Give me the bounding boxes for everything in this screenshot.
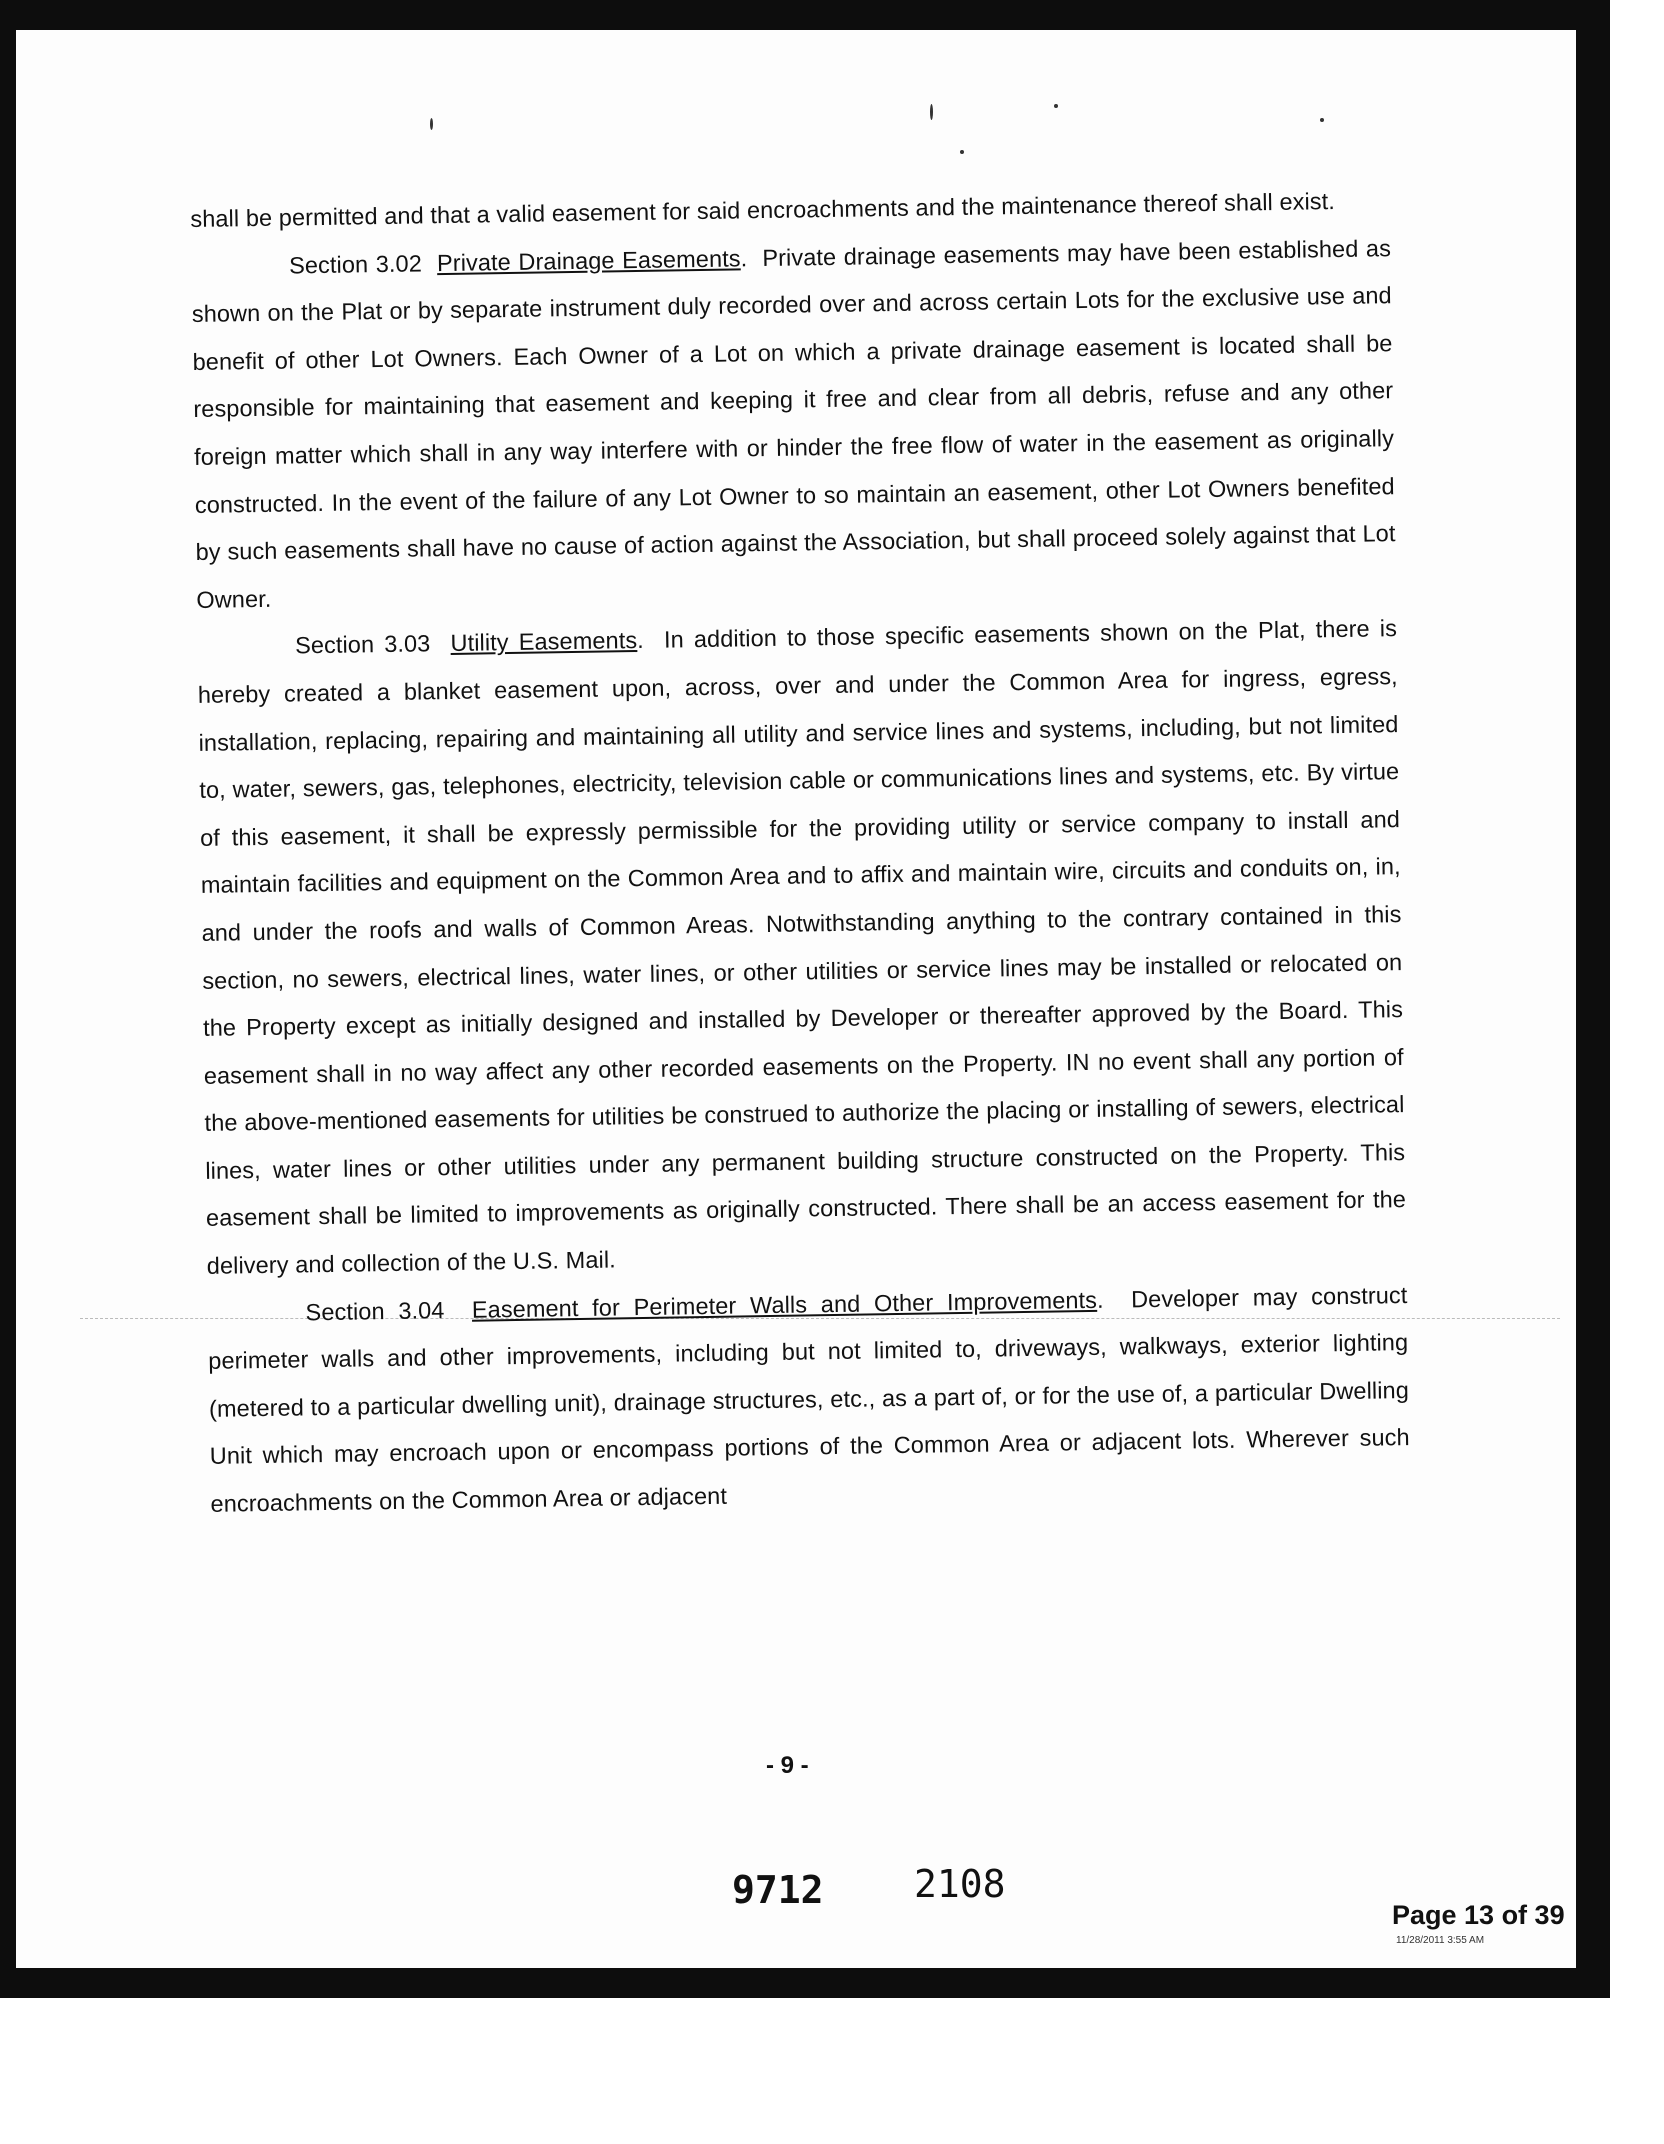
page-counter: Page 13 of 39 <box>1392 1900 1565 1930</box>
scan-speck <box>960 150 964 154</box>
page-number: - 9 - <box>766 1752 809 1779</box>
scan-speck <box>1054 104 1058 108</box>
scan-border-right <box>1576 0 1610 1998</box>
section-label: Section 3.04 <box>305 1296 445 1325</box>
section-heading: Private Drainage Easements <box>436 244 741 276</box>
section-label: Section 3.03 <box>294 630 431 659</box>
scan-border-top <box>0 0 1610 30</box>
scan-border-left <box>0 0 16 1998</box>
book-page: 2108 <box>914 1862 1006 1906</box>
scan-border-bottom <box>0 1968 1610 1998</box>
section-3-04: Section 3.04 Easement for Perimeter Walls and Other Improvements. Developer may construct perimeter walls and other improvements, including but not limited to, driveways, walkways, exterior lighting (metered to a particular dwelling unit), drainage structures, etc., as a part of, or for the use of, a particular Dwelling Unit which may encroach upon or encompass portions of the Common Area or adjacent lots. Wherever such encroachments on the Common Area or adjacent <box>208 1281 1410 1517</box>
section-text: In addition to those specific easements shown on the Plat, there is hereby created a blanket easement upon, across, over and under the Common Area for ingress, egress, installation, replacing, repairing and maintaining all utility and service lines and systems, including, but not limited to, water, sewers, gas, telephones, electricity, television cable or communications lines and systems, etc. By virtue of this easement, it shall be expressly permissible for the providing utility or service company to install and maintain facilities and equipment on the Common Area and to affix and maintain wire, circuits and conduits on, in, and under the roofs and walls of Common Areas. Notwithstanding anything to the contrary contained in this section, no sewers, electrical lines, water lines, or other utilities or service lines may be installed or relocated on the Property except as initially designed and installed by Developer or thereafter approved by the Board. This easement shall in no way affect any other recorded easements on the Property. IN no event shall any portion of the above-mentioned easements for utilities be construed to authorize the placing or installing of sewers, electrical lines, water lines or other utilities under any permanent building structure constructed on the Property. This easement shall be limited to improvements as originally constructed. There shall be an access easement for the delivery and collection of the U.S. Mail. <box>197 615 1407 1279</box>
scan-speck <box>430 118 433 130</box>
section-label: Section 3.02 <box>288 249 423 279</box>
section-3-03: Section 3.03 Utility Easements. In addition to those specific easements shown on the Plat, there is hereby created a blanket easement upon, across, over and under the Common Area for ingress, egress, installation, replacing, repairing and maintaining all utility and service lines and systems, including, but not limited to, water, sewers, gas, telephones, electricity, television cable or communications lines and systems, etc. By virtue of this easement, it shall be expressly permissible for the providing utility or service company to install and maintain facilities and equipment on the Common Area and to affix and maintain wire, circuits and conduits on, in, and under the roofs and walls of Common Areas. Notwithstanding anything to the contrary contained in this section, no sewers, electrical lines, water lines, or other utilities or service lines may be installed or relocated on the Property except as initially designed and installed by Developer or thereafter approved by the Board. This easement shall in no way affect any other recorded easements on the Property. IN no event shall any portion of the above-mentioned easements for utilities be construed to authorize the placing or installing of sewers, electrical lines, water lines or other utilities under any permanent building structure constructed on the Property. This easement shall be limited to improvements as originally constructed. There shall be an access easement for the delivery and collection of the U.S. Mail. <box>197 615 1407 1279</box>
scan-speck <box>1320 118 1324 122</box>
paragraph-text: shall be permitted and that a valid easement for said encroachments and the maintenance thereof shall exist. <box>190 188 1336 232</box>
section-text: Developer may construct perimeter walls and other improvements, including but not limited to, driveways, walkways, exterior lighting (metered to a particular dwelling unit), drainage structures, etc., as a part of, or for the use of, a particular Dwelling Unit which may encroach upon or encompass portions of the Common Area or adjacent lots. Wherever such encroachments on the Common Area or adjacent <box>208 1281 1410 1517</box>
section-3-02: Section 3.02 Private Drainage Easements. Private drainage easements may have been established as shown on the Plat or by separate instrument duly recorded over and across certain Lots for the exclusive use and benefit of other Lot Owners. Each Owner of a Lot on which a private drainage easement is located shall be responsible for maintaining that easement and keeping it free and clear from all debris, refuse and any other foreign matter which shall in any way interfere with or hinder the free flow of water in the easement as originally constructed. In the event of the failure of any Lot Owner to so maintain an easement, other Lot Owners benefited by such easements shall have no cause of action against the Association, but shall proceed solely against that Lot Owner. <box>191 234 1396 613</box>
section-text: Private drainage easements may have been established as shown on the Plat or by separate instrument duly recorded over and across certain Lots for the exclusive use and benefit of other Lot Owners. Each Owner of a Lot on which a private drainage easement is located shall be responsible for maintaining that easement and keeping it free and clear from all debris, refuse and any other foreign matter which shall in any way interfere with or hinder the free flow of water in the easement as originally constructed. In the event of the failure of any Lot Owner to so maintain an easement, other Lot Owners benefited by such easements shall have no cause of action against the Association, but shall proceed solely against that Lot Owner. <box>191 234 1396 613</box>
print-timestamp: 11/28/2011 3:55 AM <box>1396 1935 1485 1946</box>
document-body <box>190 177 1411 1528</box>
section-heading: Utility Easements <box>450 627 638 657</box>
section-heading: Easement for Perimeter Walls and Other Improvements <box>471 1286 1098 1323</box>
scan-speck <box>930 104 933 120</box>
book-number: 9712 <box>732 1868 824 1912</box>
